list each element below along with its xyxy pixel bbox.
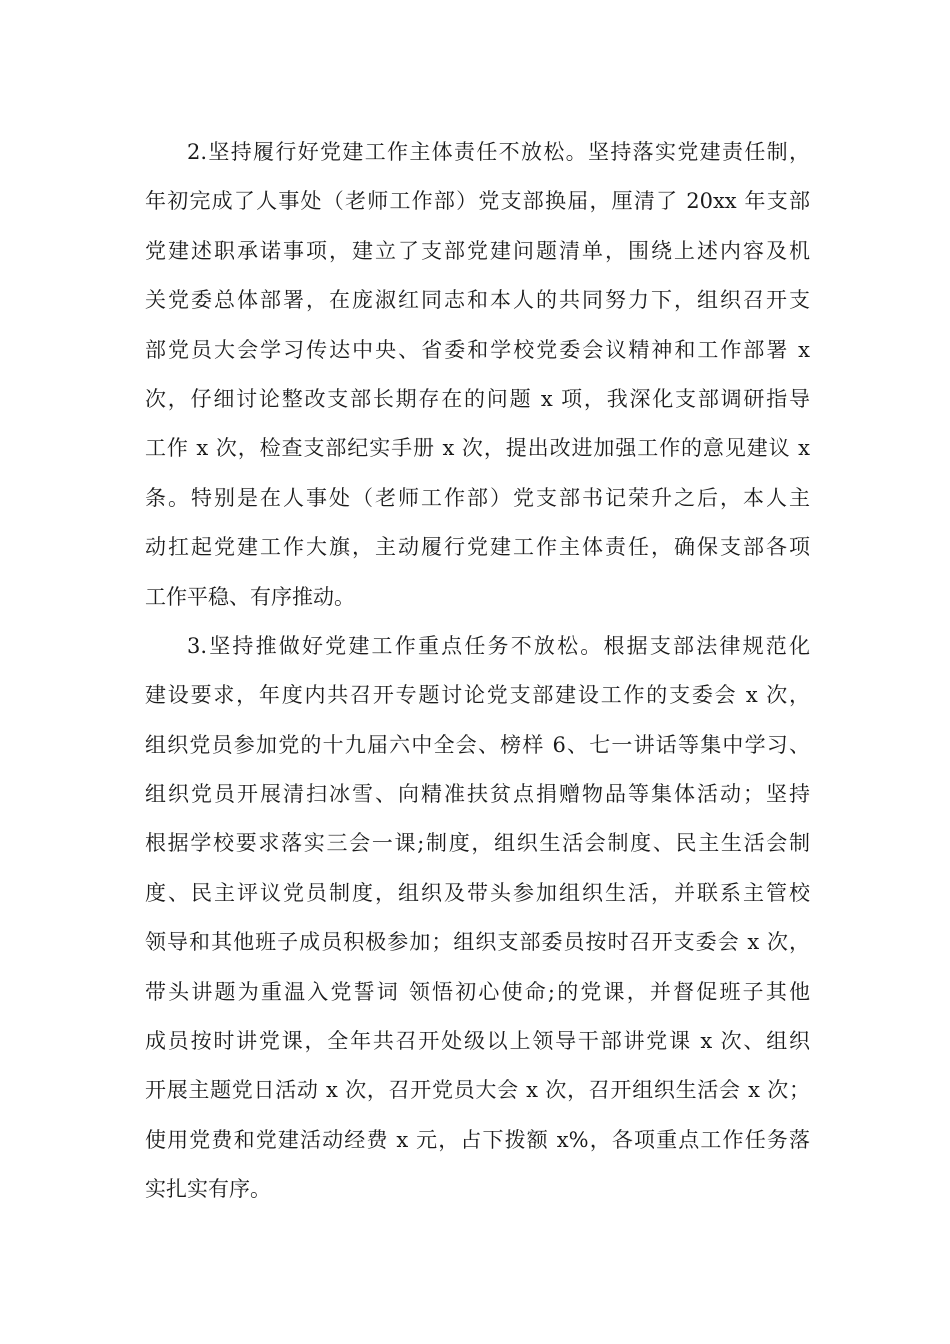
paragraph-line: 实扎实有序。 <box>145 1177 271 1202</box>
paragraph-line: 关党委总体部署，在庞淑红同志和本人的共同努力下，组织召开支 <box>145 288 810 313</box>
paragraph-line: 根据学校要求落实三会一课;制度，组织生活会制度、民主生活会制 <box>145 831 810 856</box>
paragraph-line: 工作平稳、有序推动。 <box>145 584 355 609</box>
paragraph-line: 党建述职承诺事项，建立了支部党建问题清单，围绕上述内容及机 <box>145 238 810 263</box>
paragraph-line: 成员按时讲党课，全年共召开处级以上领导干部讲党课 x 次、组织 <box>145 1029 810 1054</box>
paragraph-line: 使用党费和党建活动经费 x 元，占下拨额 x%，各项重点工作任务落 <box>145 1127 810 1152</box>
paragraph-3 <box>145 622 810 1215</box>
paragraph-line: 次，仔细讨论整改支部长期存在的问题 x 项，我深化支部调研指导 <box>145 386 810 411</box>
paragraph-line: 开展主题党日活动 x 次，召开党员大会 x 次，召开组织生活会 x 次； <box>145 1078 810 1103</box>
paragraph-line: 部党员大会学习传达中央、省委和学校党委会议精神和工作部署 x <box>145 337 810 362</box>
paragraph-line: 工作 x 次，检查支部纪实手册 x 次，提出改进加强工作的意见建议 x <box>145 436 810 461</box>
paragraph-line: 组织党员开展清扫冰雪、向精准扶贫点捐赠物品等集体活动；坚持 <box>145 782 810 807</box>
paragraph-line: 3.坚持推做好党建工作重点任务不放松。根据支部法律规范化 <box>187 633 810 658</box>
paragraph-line: 建设要求，年度内共召开专题讨论党支部建设工作的支委会 x 次， <box>145 683 810 708</box>
paragraph-line: 条。特别是在人事处（老师工作部）党支部书记荣升之后，本人主 <box>145 485 810 510</box>
document-body <box>145 128 810 1215</box>
paragraph-line: 组织党员参加党的十九届六中全会、榜样 6、七一讲话等集中学习、 <box>145 732 810 757</box>
paragraph-line: 度、民主评议党员制度，组织及带头参加组织生活，并联系主管校 <box>145 880 810 905</box>
paragraph-line: 领导和其他班子成员积极参加；组织支部委员按时召开支委会 x 次， <box>145 930 810 955</box>
paragraph-2 <box>145 128 810 622</box>
paragraph-line: 动扛起党建工作大旗，主动履行党建工作主体责任，确保支部各项 <box>145 535 810 560</box>
paragraph-line: 2.坚持履行好党建工作主体责任不放松。坚持落实党建责任制， <box>187 140 810 164</box>
paragraph-line: 带头讲题为重温入党誓词 领悟初心使命;的党课，并督促班子其他 <box>145 979 810 1004</box>
paragraph-line: 年初完成了人事处（老师工作部）党支部换届，厘清了 20xx 年支部 <box>145 189 810 214</box>
